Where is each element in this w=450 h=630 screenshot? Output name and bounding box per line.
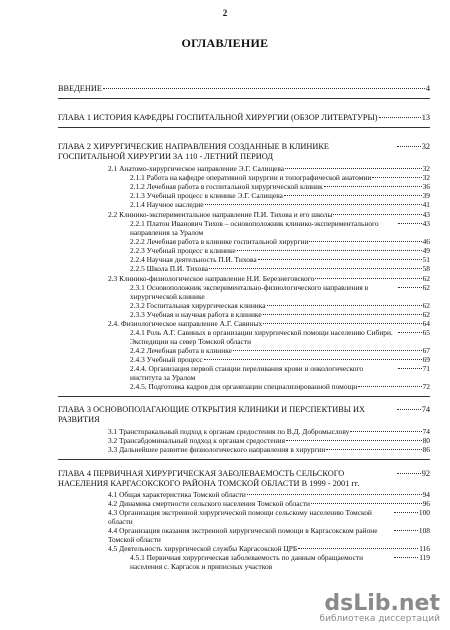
- toc-entry-title: 2.2.3 Учебный процесс в клинике: [130, 246, 236, 255]
- watermark-logo: dsLib.net: [324, 591, 440, 616]
- toc-entry: [130, 237, 430, 246]
- leader-dots: [398, 287, 422, 288]
- leader-dots: [397, 146, 421, 147]
- toc-entry-page: 13: [421, 113, 430, 122]
- leader-dots: [398, 368, 422, 369]
- toc-entry-page: 46: [422, 237, 430, 246]
- toc-entry: [130, 191, 430, 200]
- leader-dots: [258, 259, 422, 260]
- toc-entry: [130, 310, 430, 319]
- leader-dots: [394, 530, 418, 531]
- toc-entry-page: 62: [422, 283, 430, 292]
- toc-entry-page: 80: [422, 436, 430, 445]
- leader-dots: [286, 440, 422, 441]
- leader-dots: [237, 250, 422, 251]
- toc-entry-title: ВВЕДЕНИЕ: [58, 84, 102, 93]
- toc-entry-page: 74: [421, 405, 430, 414]
- toc-entry-title: 4.4 Организация оказания экстренной хирургической помощи в Каргасокском районе Томской области: [108, 526, 378, 544]
- toc-entry-title: 2.4.2 Лечебная работа в клинике: [130, 346, 232, 355]
- toc-entry-page: 32: [422, 164, 430, 173]
- toc-entry-title: 2.3 Клинико-физиологическое направление Н.И. Березнеговского: [108, 274, 315, 283]
- toc-entry-page: 94: [422, 490, 430, 499]
- toc-entry: [130, 264, 430, 273]
- toc-entry-title: 2.1.4 Научное наследие: [130, 200, 204, 209]
- toc-entry-page: 36: [422, 182, 430, 191]
- leader-dots: [394, 512, 418, 513]
- toc-entry-page: 86: [422, 445, 430, 454]
- toc-entry-page: 74: [422, 427, 430, 436]
- toc-entry: [58, 469, 430, 489]
- toc-entry: [130, 301, 430, 310]
- toc-entry-title: 4.5 Деятельность хирургической службы Каргасокской ЦРБ: [108, 544, 298, 553]
- toc-entry: [130, 553, 430, 571]
- toc-entry-page: 39: [422, 191, 430, 200]
- divider: [58, 98, 430, 99]
- toc-entry: [108, 164, 430, 173]
- toc-entry: [58, 142, 430, 162]
- toc-entry-page: 69: [422, 355, 430, 364]
- toc-entry-title: 4.3 Организация экстренной хирургической помощи сельскому населению Томской области: [108, 508, 372, 526]
- toc-entry-title: 2.3.2 Госпитальная хирургическая клиника: [130, 301, 266, 310]
- toc-entry-title: 2.2.1 Платон Иванович Тихов – основоположник клинико-экспериментального направления за Уралом: [130, 219, 379, 237]
- toc-entry: [58, 405, 430, 425]
- toc-entry: [130, 219, 430, 237]
- toc-entry: [108, 499, 430, 508]
- toc-entry-title: ГЛАВА 1 ИСТОРИЯ КАФЕДРЫ ГОСПИТАЛЬНОЙ ХИРУРГИИ (ОБЗОР ЛИТЕРАТУРЫ): [58, 113, 378, 122]
- leader-dots: [398, 332, 422, 333]
- toc-entry: [108, 445, 430, 454]
- toc-entry-page: 62: [422, 301, 430, 310]
- toc-entry-title: 3.2 Трансабдоминальный подход к органам средостения: [108, 436, 286, 445]
- watermark: [320, 591, 440, 624]
- toc-entry-page: 32: [421, 142, 430, 151]
- toc-entry-title: 4.2 Динамика смертности сельского населения Томской области: [108, 499, 310, 508]
- toc-entry-title: 4.1 Общая характеристика Томской области: [108, 490, 246, 499]
- divider: [58, 459, 430, 460]
- page-number: 2: [222, 8, 228, 18]
- leader-dots: [326, 449, 421, 450]
- leader-dots: [311, 503, 422, 504]
- watermark-caption: библиотека диссертаций: [319, 614, 440, 624]
- toc-entry: [130, 200, 430, 209]
- toc-entry-title: 2.4.4. Организация первой станции переливания крови и онкологического института за Уралом: [130, 364, 364, 382]
- toc-entry-page: 49: [422, 246, 430, 255]
- leader-dots: [350, 431, 421, 432]
- toc-entry-page: 116: [419, 544, 430, 553]
- toc-entry-title: 2.1.1 Работа на кафедре оперативной хирургии и топографической анатомии: [130, 173, 372, 182]
- leader-dots: [324, 186, 422, 187]
- toc-entry-title: 2.1.3 Учебный процесс в клинике Э.Г. Салищева: [130, 191, 283, 200]
- leader-dots: [285, 168, 422, 169]
- divider: [58, 396, 430, 397]
- leader-dots: [209, 268, 422, 269]
- toc-entry-page: 32: [422, 173, 430, 182]
- leader-dots: [247, 494, 422, 495]
- toc-entry: [130, 173, 430, 182]
- leader-dots: [309, 241, 421, 242]
- toc-entry-page: 64: [422, 319, 430, 328]
- toc-entry: [58, 113, 430, 123]
- toc-entry-page: 67: [422, 346, 430, 355]
- toc-entry-page: 96: [422, 499, 430, 508]
- toc-entry: [130, 182, 430, 191]
- leader-dots: [397, 409, 421, 410]
- toc-entry-page: 4: [425, 84, 430, 93]
- toc-entry: [130, 255, 430, 264]
- toc-entry-page: 51: [422, 255, 430, 264]
- leader-dots: [333, 214, 421, 215]
- toc-entry-page: 62: [422, 274, 430, 283]
- toc-entry: [108, 508, 430, 526]
- leader-dots: [398, 223, 422, 224]
- page-title: ОГЛАВЛЕНИЕ: [181, 36, 269, 50]
- toc-entry: [130, 283, 430, 301]
- leader-dots: [298, 548, 418, 549]
- leader-dots: [263, 323, 421, 324]
- toc-entry: [130, 364, 430, 382]
- toc-entry: [108, 436, 430, 445]
- toc-entry: [58, 84, 430, 94]
- toc-entry: [130, 382, 430, 391]
- toc-entry: [108, 544, 430, 553]
- toc-entry-page: 100: [418, 508, 430, 517]
- toc-entry: [108, 274, 430, 283]
- toc-entry-page: 71: [422, 364, 430, 373]
- toc-entry-title: 2.2 Клинико-экспериментальное направление П.И. Тихова и его школы: [108, 210, 333, 219]
- toc-entry-page: 43: [422, 219, 430, 228]
- toc-entry-page: 58: [422, 264, 430, 273]
- toc-entry-title: ГЛАВА 3 ОСНОВОПОЛАГАЮЩИЕ ОТКРЫТИЯ КЛИНИКИ И ПЕРСПЕКТИВЫ ИХ РАЗВИТИЯ: [58, 405, 366, 424]
- leader-dots: [379, 117, 421, 118]
- toc-entry-page: 108: [418, 526, 430, 535]
- leader-dots: [358, 386, 421, 387]
- leader-dots: [263, 314, 422, 315]
- toc-entry: [130, 355, 430, 364]
- toc-entry-page: 65: [422, 328, 430, 337]
- leader-dots: [315, 278, 421, 279]
- toc-entry-title: 2.3.3 Учебная и научная работа в клинике: [130, 310, 262, 319]
- leader-dots: [204, 359, 422, 360]
- toc-entry-title: 2.1 Анатомо-хирургическое направление Э.Г. Салищева: [108, 164, 285, 173]
- toc-entry-title: 3.3 Дальнейшее развитие физиологического направления в хирургии: [108, 445, 326, 454]
- toc-entry-title: 2.3.1 Основоположник экспериментально-физиологического направления в хирургической клинике: [130, 283, 369, 301]
- table-of-contents: [0, 78, 450, 571]
- toc-entry: [130, 246, 430, 255]
- leader-dots: [372, 177, 421, 178]
- toc-entry-title: 2.2.2 Лечебная работа в клинике госпитальной хирургии: [130, 237, 309, 246]
- toc-entry-title: 2.4.3 Учебный процесс: [130, 355, 203, 364]
- toc-entry-title: 2.4. Физиологическое направление А.Г. Савиных: [108, 319, 263, 328]
- leader-dots: [267, 305, 422, 306]
- toc-entry-page: 41: [422, 200, 430, 209]
- toc-entry-title: 2.2.5 Школа П.И. Тихова: [130, 264, 208, 273]
- leader-dots: [394, 557, 418, 558]
- toc-entry-title: 2.4.1 Роль А.Г. Савиных в организации хирургической помощи населению Сибири. Экспедиции на север Томской области: [130, 328, 393, 346]
- divider: [58, 127, 430, 128]
- toc-entry: [130, 346, 430, 355]
- toc-entry-page: 72: [422, 382, 430, 391]
- toc-entry: [108, 526, 430, 544]
- leader-dots: [233, 350, 422, 351]
- toc-entry-page: 62: [422, 310, 430, 319]
- toc-entry-title: 2.2.4 Научная деятельность П.И. Тихова: [130, 255, 257, 264]
- toc-entry-title: ГЛАВА 2 ХИРУРГИЧЕСКИЕ НАПРАВЛЕНИЯ СОЗДАННЫЕ В КЛИНИКЕ ГОСПИТАЛЬНОЙ ХИРУРГИИ ЗА 110 - ЛЕТНИЙ ПЕРИОД: [58, 142, 329, 161]
- toc-entry-page: 119: [419, 553, 430, 562]
- leader-dots: [284, 195, 422, 196]
- toc-entry: [108, 427, 430, 436]
- toc-entry-title: 2.4.5. Подготовка кадров для организации специализированной помощи: [130, 382, 358, 391]
- toc-entry-title: 3.1 Трансторакальный подход к органам средостения по В.Д. Добромыслову: [108, 427, 350, 436]
- toc-entry: [108, 210, 430, 219]
- toc-entry-title: 2.1.2 Лечебная работа в госпитальной хирургической клиник: [130, 182, 323, 191]
- toc-entry: [108, 490, 430, 499]
- toc-entry-title: ГЛАВА 4 ПЕРВИЧНАЯ ХИРУРГИЧЕСКАЯ ЗАБОЛЕВАЕМОСТЬ СЕЛЬСКОГО НАСЕЛЕНИЯ КАРГАСОКСКОГО РАЙОНА ТОМСКОЙ ОБЛАСТИ В 1999 - 2001 гг.: [58, 469, 360, 488]
- leader-dots: [103, 88, 425, 89]
- toc-entry: [108, 319, 430, 328]
- leader-dots: [205, 204, 422, 205]
- toc-entry-title: 4.5.1 Первичная хирургическая заболеваемость по данным обращаемости населения с. Каргасок и приписных участков: [130, 553, 364, 571]
- toc-entry-page: 43: [422, 210, 430, 219]
- leader-dots: [397, 473, 421, 474]
- toc-entry: [130, 328, 430, 346]
- toc-entry-page: 92: [421, 469, 430, 478]
